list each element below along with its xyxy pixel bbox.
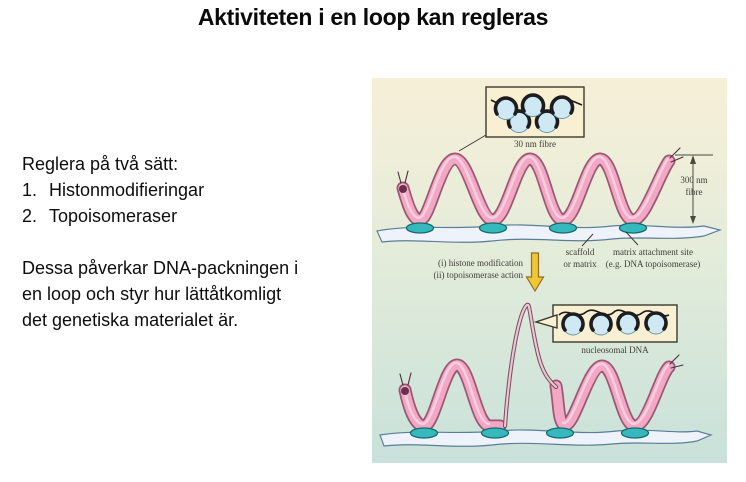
list-item-1 [22, 177, 367, 203]
paragraph-line-2: en loop och styr hur lättåtkomligt [22, 284, 282, 304]
chromatin-loop-diagram [372, 78, 727, 463]
paragraph-line-1: Dessa påverkar DNA-packningen i [22, 258, 299, 278]
list-item-1-number: 1. [22, 180, 38, 200]
label-matrix-site-line2: (e.g. DNA topoisomerase) [605, 259, 701, 269]
slide-title: Aktiviteten i en loop kan regleras [197, 4, 549, 30]
list-item-2-label: Topoisomeraser [49, 206, 178, 226]
label-matrix-site-line1: matrix attachment site [613, 247, 693, 257]
label-topoisomerase-action: (ii) topoisomerase action [433, 270, 523, 280]
list-item-1-label: Histonmodifieringar [49, 180, 205, 200]
label-scaffold-line2: or matrix [563, 259, 597, 269]
fibre-end-cap [401, 387, 409, 395]
label-scaffold-line1: scaffold [565, 247, 595, 257]
label-300nm-fibre-line2: fibre [685, 187, 703, 197]
left-text-block [22, 151, 367, 333]
intro-line: Reglera på två sätt: [22, 154, 179, 174]
list-item-2-number: 2. [22, 206, 38, 226]
label-300nm-fibre-line1: 300 nm [680, 175, 708, 185]
label-histone-modification: (i) histone modification [438, 258, 523, 268]
list-item-2 [22, 203, 367, 229]
label-nucleosomal-dna: nucleosomal DNA [581, 345, 649, 355]
paragraph-line-3: det genetiska materialet är. [22, 310, 239, 330]
label-30nm-fibre: 30 nm fibre [514, 139, 556, 149]
paragraph [22, 255, 367, 333]
fibre-end-cap [399, 185, 407, 193]
